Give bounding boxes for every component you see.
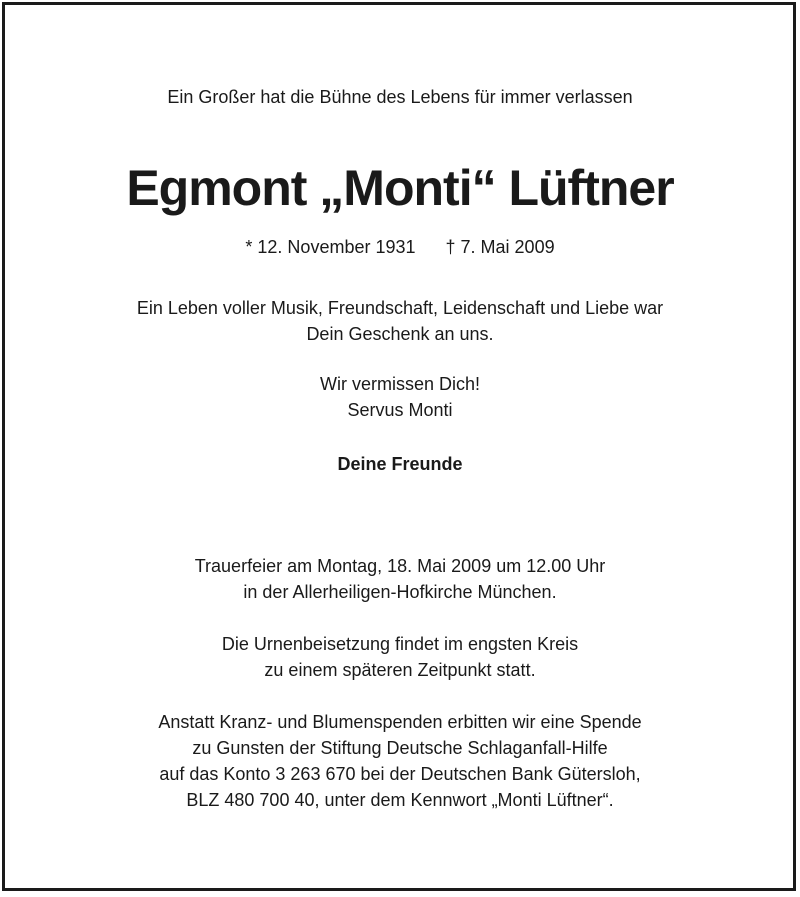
tribute-line-1: Ein Leben voller Musik, Freundschaft, Leidenschaft und Liebe war xyxy=(136,298,664,318)
intro-line: Ein Großer hat die Bühne des Lebens für immer verlassen xyxy=(167,87,633,107)
burial-line-2: zu einem späteren Zeitpunkt statt. xyxy=(264,660,536,680)
donation-line-2: zu Gunsten der Stiftung Deutsche Schlaganfall-Hilfe xyxy=(192,738,608,758)
farewell-line-2: Servus Monti xyxy=(347,400,453,420)
life-dates xyxy=(0,233,800,261)
farewell-line-1: Wir vermissen Dich! xyxy=(319,374,480,394)
funeral-line-2: in der Allerheiligen-Hofkirche München. xyxy=(243,582,557,602)
donation-line-4: BLZ 480 700 40, unter dem Kennwort „Monti Lüftner“. xyxy=(186,790,614,810)
deceased-name: Egmont „Monti“ Lüftner xyxy=(126,160,674,216)
death-date: † 7. Mai 2009 xyxy=(445,237,555,257)
burial-line-1: Die Urnenbeisetzung findet im engsten Kreis xyxy=(221,634,579,654)
tribute-line-2: Dein Geschenk an uns. xyxy=(306,324,494,344)
donation-line-3: auf das Konto 3 263 670 bei der Deutschen Bank Gütersloh, xyxy=(159,764,641,784)
signature: Deine Freunde xyxy=(337,454,463,474)
funeral-line-1: Trauerfeier am Montag, 18. Mai 2009 um 12.00 Uhr xyxy=(194,556,606,576)
birth-date: * 12. November 1931 xyxy=(245,237,416,257)
donation-line-1: Anstatt Kranz- und Blumenspenden erbitten wir eine Spende xyxy=(158,712,642,732)
